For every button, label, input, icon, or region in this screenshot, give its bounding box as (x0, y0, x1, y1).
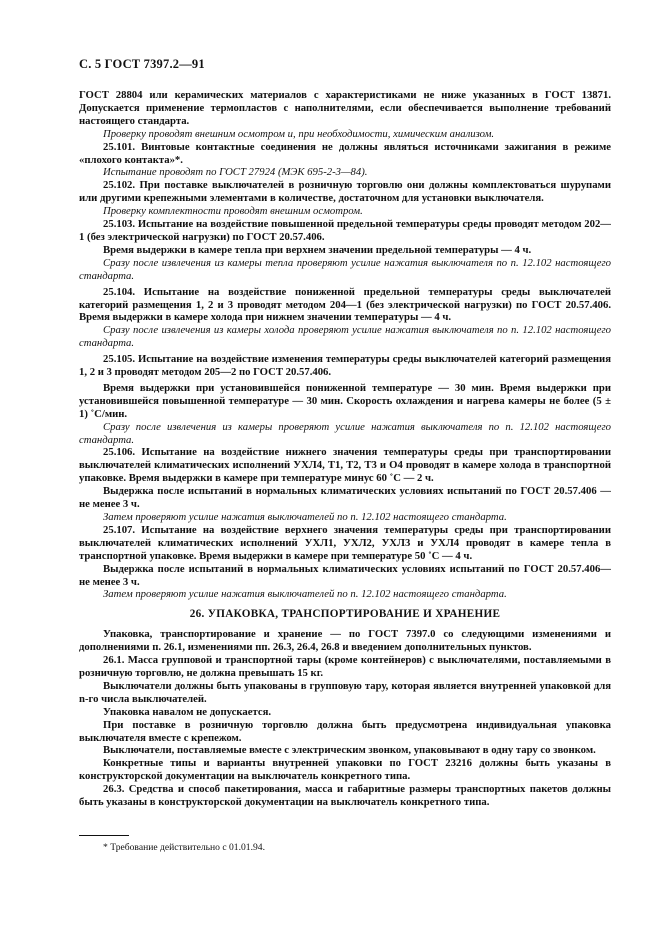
paragraph: ГОСТ 28804 или керамических материалов с характеристиками не ниже указанных в ГОСТ 13871. Допускается применение термопластов с наполнителями, если обеспечивается выполнение требований настоящего стандарта. (79, 89, 611, 127)
clause-26-3: 26.3. Средства и способ пакетирования, масса и габаритные размеры транспортных пакетов должны быть указаны в конструкторской документации на выключатель конкретного типа. (79, 783, 611, 809)
clause-25-105: 25.105. Испытание на воздействие изменения температуры среды выключателей категорий размещения 1, 2 и 3 проводят методом 205—2 по ГОСТ 20.57.406. (79, 353, 611, 379)
clause-26-1: 26.1. Масса групповой и транспортной тары (кроме контейнеров) с выключателями, поставляемыми в розничную торговлю, не должна превышать 15 кг. (79, 654, 611, 679)
paragraph-note: Испытание проводят по ГОСТ 27924 (МЭК 695-2-3—84). (103, 166, 368, 179)
paragraph: Упаковка, транспортирование и хранение — по ГОСТ 7397.0 со следующими изменениями и дополнениями п. 26.1, изменениями пп. 26.3, 26.4, 26.8 и введением дополнительных пунктов. (79, 628, 611, 654)
paragraph: Выдержка после испытаний в нормальных климатических условиях испытаний по ГОСТ 20.57.406— не менее 3 ч. (79, 562, 611, 588)
paragraph: Конкретные типы и варианты внутренней упаковки по ГОСТ 23216 должны быть указаны в конструкторской документации на выключатель конкретного типа. (79, 757, 611, 783)
paragraph: Выключатели должны быть упакованы в групповую тару, которая является внутренней упаковкой для n-го числа выключателей. (79, 679, 611, 705)
paragraph-note: Сразу после извлечения из камеры тепла проверяют усилие нажатия выключателя по п. 12.102 настоящего стандарта. (79, 256, 611, 282)
document-body (79, 89, 611, 809)
paragraph: Выдержка после испытаний в нормальных климатических условиях испытаний по ГОСТ 20.57.406 — не менее 3 ч. (79, 485, 611, 511)
paragraph: Упаковка навалом не допускается. (103, 705, 272, 718)
page-header: С. 5 ГОСТ 7397.2—91 (79, 57, 205, 71)
clause-25-106: 25.106. Испытание на воздействие нижнего значения температуры среды при транспортировании выключателей климатических исполнений УХЛ4, Т1, Т2, Т3 и О4 проводят в камере холода в транспортной упаковке. Время выдержки в камере при температуре минус 60 ˚С — 2 ч. (79, 446, 611, 485)
paragraph: Время выдержки при установившейся пониженной температуре — 30 мин. Время выдержки при установившейся повышенной температуре — 30 мин. Скорость охлаждения и нагрева камеры не более (5 ± 1) ˚С/мин. (79, 381, 611, 420)
clause-25-107: 25.107. Испытание на воздействие верхнего значения температуры среды при транспортировании выключателей климатических исполнений УХЛ1, УХЛ2, УХЛ3 и УХЛ4 проводят в камере тепла в транспортной упаковке. Время выдержки в камере при температуре 50 ˚С — 4 ч. (79, 523, 611, 562)
clause-25-103: 25.103. Испытание на воздействие повышенной предельной температуры среды проводят методом 202—1 (без электрической нагрузки) по ГОСТ 20.57.406. (79, 218, 611, 243)
section-title: 26. УПАКОВКА, ТРАНСПОРТИРОВАНИЕ И ХРАНЕНИЕ (189, 608, 501, 621)
clause-25-101: 25.101. Винтовые контактные соединения не должны являться источниками зажигания в режиме «плохого контакта»*. (79, 140, 611, 166)
paragraph: Выключатели, поставляемые вместе с электрическим звонком, упаковывают в одну тару со звонком. (103, 744, 596, 757)
paragraph-note: Проверку проводят внешним осмотром и, при необходимости, химическим анализом. (103, 127, 495, 140)
footnote: * Требование действительно с 01.01.94. (103, 841, 265, 853)
paragraph-note: Затем проверяют усилие нажатия выключателей по п. 12.102 настоящего стандарта. (103, 588, 507, 601)
clause-25-104: 25.104. Испытание на воздействие пониженной предельной температуры среды выключателей категорий размещения 1, 2 и 3 проводят методом 204—1 (без электрической нагрузки) по ГОСТ 20.57.406. Время выдержки в камере холода при нижнем значении температуры — 4 ч. (79, 285, 611, 324)
clause-25-102: 25.102. При поставке выключателей в розничную торговлю они должны комплектоваться шурупами или другими крепежными элементами в количестве, достаточном для установки выключателя. (79, 179, 611, 205)
paragraph-note: Сразу после извлечения из камеры проверяют усилие нажатия выключателя по п. 12.102 настоящего стандарта. (79, 420, 611, 446)
paragraph-note: Проверку комплектности проводят внешним осмотром. (103, 205, 363, 218)
paragraph-note: Затем проверяют усилие нажатия выключателей по п. 12.102 настоящего стандарта. (103, 511, 507, 523)
paragraph: Время выдержки в камере тепла при верхнем значении предельной температуры — 4 ч. (103, 243, 532, 256)
paragraph-note: Сразу после извлечения из камеры холода проверяют усилие нажатия выключателя по п. 12.102 настоящего стандарта. (79, 324, 611, 350)
footnote-divider (79, 835, 129, 836)
paragraph: При поставке в розничную торговлю должна быть предусмотрена индивидуальная упаковка выключателя вместе с крепежом. (79, 718, 611, 744)
